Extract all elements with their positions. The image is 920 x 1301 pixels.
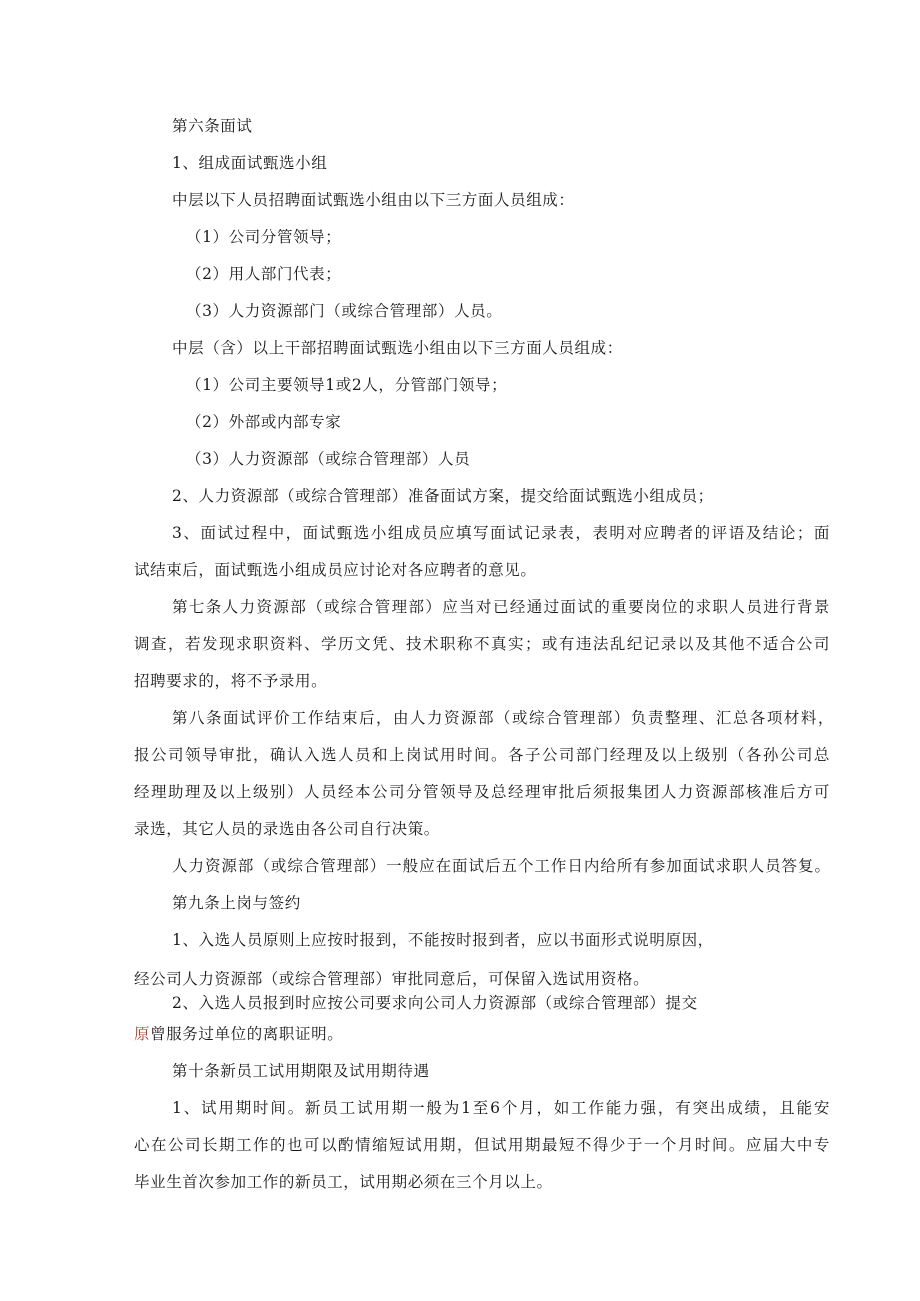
list-item: （3）人力资源部（或综合管理部）人员 — [186, 450, 471, 468]
section-heading: 1、组成面试甄选小组 — [172, 154, 328, 172]
paragraph-line: 经理助理及以上级别）人员经本公司分管领导及总经理审批后须报集团人力资源部核准后方可 — [134, 783, 830, 801]
paragraph-line: 2、入选人员报到时应按公司要求向公司人力资源部（或综合管理部）提交 — [172, 994, 698, 1012]
paragraph-line: 中层（含）以上干部招聘面试甄选小组由以下三方面人员组成： — [172, 339, 623, 357]
paragraph-line: 1、入选人员原则上应按时报到，不能按时报到者，应以书面形式说明原因， — [172, 931, 714, 949]
paragraph-line: 试结束后，面试甄选小组成员应讨论对各应聘者的意见。 — [134, 561, 537, 579]
paragraph-line: 报公司领导审批，确认入选人员和上岗试用时间。各子公司部门经理及以上级别（各孙公司总 — [134, 746, 830, 764]
paragraph-line: 调查，若发现求职资料、学历文凭、技术职称不真实；或有违法乱纪记录以及其他不适合公司 — [134, 635, 830, 653]
paragraph-line: 3、面试过程中，面试甄选小组成员应填写面试记录表，表明对应聘者的评语及结论；面 — [172, 524, 830, 542]
list-item: （3）人力资源部门（或综合管理部）人员。 — [186, 302, 503, 320]
article-10-heading: 第十条新员工试用期限及试用期待遇 — [172, 1062, 430, 1080]
article-7-line: 第七条人力资源部（或综合管理部）应当对已经通过面试的重要岗位的求职人员进行背景 — [172, 598, 830, 616]
highlighted-char: 原 — [134, 1025, 151, 1043]
paragraph-line: 心在公司长期工作的也可以酌情缩短试用期，但试用期最短不得少于一个月时间。应届大中专 — [134, 1136, 830, 1154]
paragraph-line: 2、人力资源部（或综合管理部）准备面试方案，提交给面试甄选小组成员； — [172, 487, 714, 505]
list-item: （1）公司主要领导1或2人，分管部门领导； — [186, 376, 508, 394]
paragraph-line: 经公司人力资源部（或综合管理部）审批同意后，可保留入选试用资格。 — [134, 970, 650, 988]
paragraph-line: 中层以下人员招聘面试甄选小组由以下三方面人员组成： — [172, 191, 575, 209]
paragraph-line: 人力资源部（或综合管理部）一般应在面试后五个工作日内给所有参加面试求职人员答复。 — [172, 857, 830, 875]
paragraph-line: 1、试用期时间。新员工试用期一般为1至6个月，如工作能力强，有突出成绩，且能安 — [172, 1099, 830, 1117]
list-item: （2）用人部门代表； — [186, 265, 342, 283]
article-6-heading: 第六条面试 — [172, 117, 253, 135]
paragraph-line — [134, 1024, 343, 1044]
paragraph-line: 毕业生首次参加工作的新员工，试用期必须在三个月以上。 — [134, 1173, 553, 1191]
list-item: （1）公司分管领导； — [186, 228, 342, 246]
paragraph-text: 曾服务过单位的离职证明。 — [150, 1025, 344, 1043]
paragraph-line: 招聘要求的，将不予录用。 — [134, 672, 328, 690]
article-8-line: 第八条面试评价工作结束后，由人力资源部（或综合管理部）负责整理、汇总各项材料， — [172, 709, 834, 727]
paragraph-line: 录选，其它人员的录选由各公司自行决策。 — [134, 820, 440, 838]
list-item: （2）外部或内部专家 — [186, 413, 342, 431]
article-9-heading: 第九条上岗与签约 — [172, 894, 301, 912]
